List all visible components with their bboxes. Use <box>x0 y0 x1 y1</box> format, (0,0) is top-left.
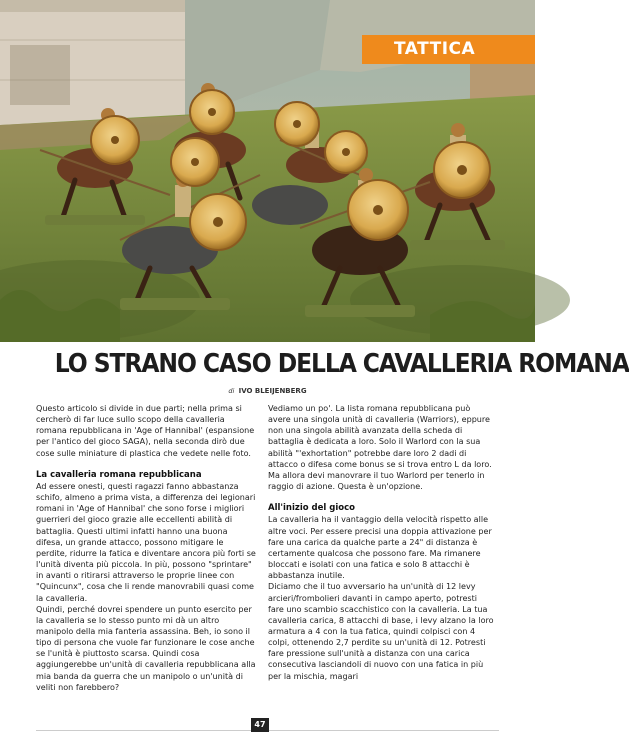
paragraph: Questo articolo si divide in due parti; nella prima si cercherò di far luce sullo scopo della cavalleria romana repubblicana in 'Age of Hannibal' (espansione per l'antico del gioco SAGA), nella seconda dirò due cose sulle miniature di plastica che vedete nelle foto. <box>36 404 255 458</box>
section-tab: TATTICA <box>362 35 535 64</box>
section-heading: All'inizio del gioco <box>268 503 355 514</box>
article-column-right <box>268 403 494 682</box>
section-heading: La cavalleria romana repubblicana <box>36 469 202 480</box>
paragraph: Ad essere onesti, questi ragazzi fanno abbastanza schifo, almeno a prima vista, a differenza dei legionari romani in 'Age of Hannibal' che sono forse i migliori guerrieri del gioco grazie alle eccellenti abilità di battaglia. Questi ultimi infatti hanno una buona difesa, un grande attacco, possono mitigare le perdite, ridurre la fatica e diventare ancora più forti se l'unità diventa più piccola. In più, possono "sprintare" in avanti o ritirarsi attraverso le proprie linee con "Quincunx", cosa che li rende manovrabili quasi come la cavalleria. <box>36 481 256 603</box>
article-title: LO STRANO CASO DELLA CAVALLERIA ROMANA <box>54 349 629 379</box>
paragraph: Quindi, perché dovrei spendere un punto esercito per la cavalleria se lo stesso punto mi dà un altro manipolo della mia fanteria assassina. Beh, io sono il tipo di persona che vuole far funzionare le cose anche se l'unità è piuttosto scarsa. Quindi cosa aggiungerebbe un'unità di cavalleria repubblicana alla mia banda da guerra che un manipolo o un'unità di veliti non farebbero? <box>36 604 256 692</box>
paragraph: Diciamo che il tuo avversario ha un'unità di 12 levy arcieri/frombolieri davanti in campo aperto, potresti fare uno scambio scacchistico con la cavalleria. La tua cavalleria carica, 8 attacchi di base, i levy alzano la loro armatura a 4 con la tua fatica, quindi colpisci con 4 colpi, ottenendo 2,7 perdite su un'unità di 12. Potresti fare pressione sull'unità a distanza con una carica consecutiva lasciandoli di nuovo con una fatica in più per la mischia, magari <box>268 582 494 681</box>
byline-author: IVO BLEIJENBERG <box>238 387 307 395</box>
page-number: 47 <box>251 718 269 732</box>
byline-prefix: di <box>228 387 235 395</box>
paragraph: La cavalleria ha il vantaggio della velocità rispetto alle altre voci. Per essere precisi una doppia attivazione per fare una carica da qualche parte a 24" di distanza è certamente qualcosa che possono fare. Ma rimanere bloccati e isolati con una fatica e solo 8 attacchi è abbastanza inutile. <box>268 515 492 581</box>
byline <box>0 387 535 395</box>
paragraph: Vediamo un po'. La lista romana repubblicana può avere una singola unità di cavalleria (Warriors), eppure non una singola abilità avanzata della scheda di battaglia è dedicata a loro. Solo il Warlord con la sua abilità "'exhortation" potrebbe dare loro 2 dadi di attacco o difesa come bonus se si trova entro L da loro. Ma allora devi manovrare il tuo Warlord per tenerlo in raggio di azione. Questa è un'opzione. <box>268 404 492 492</box>
article-column-left <box>36 403 256 693</box>
